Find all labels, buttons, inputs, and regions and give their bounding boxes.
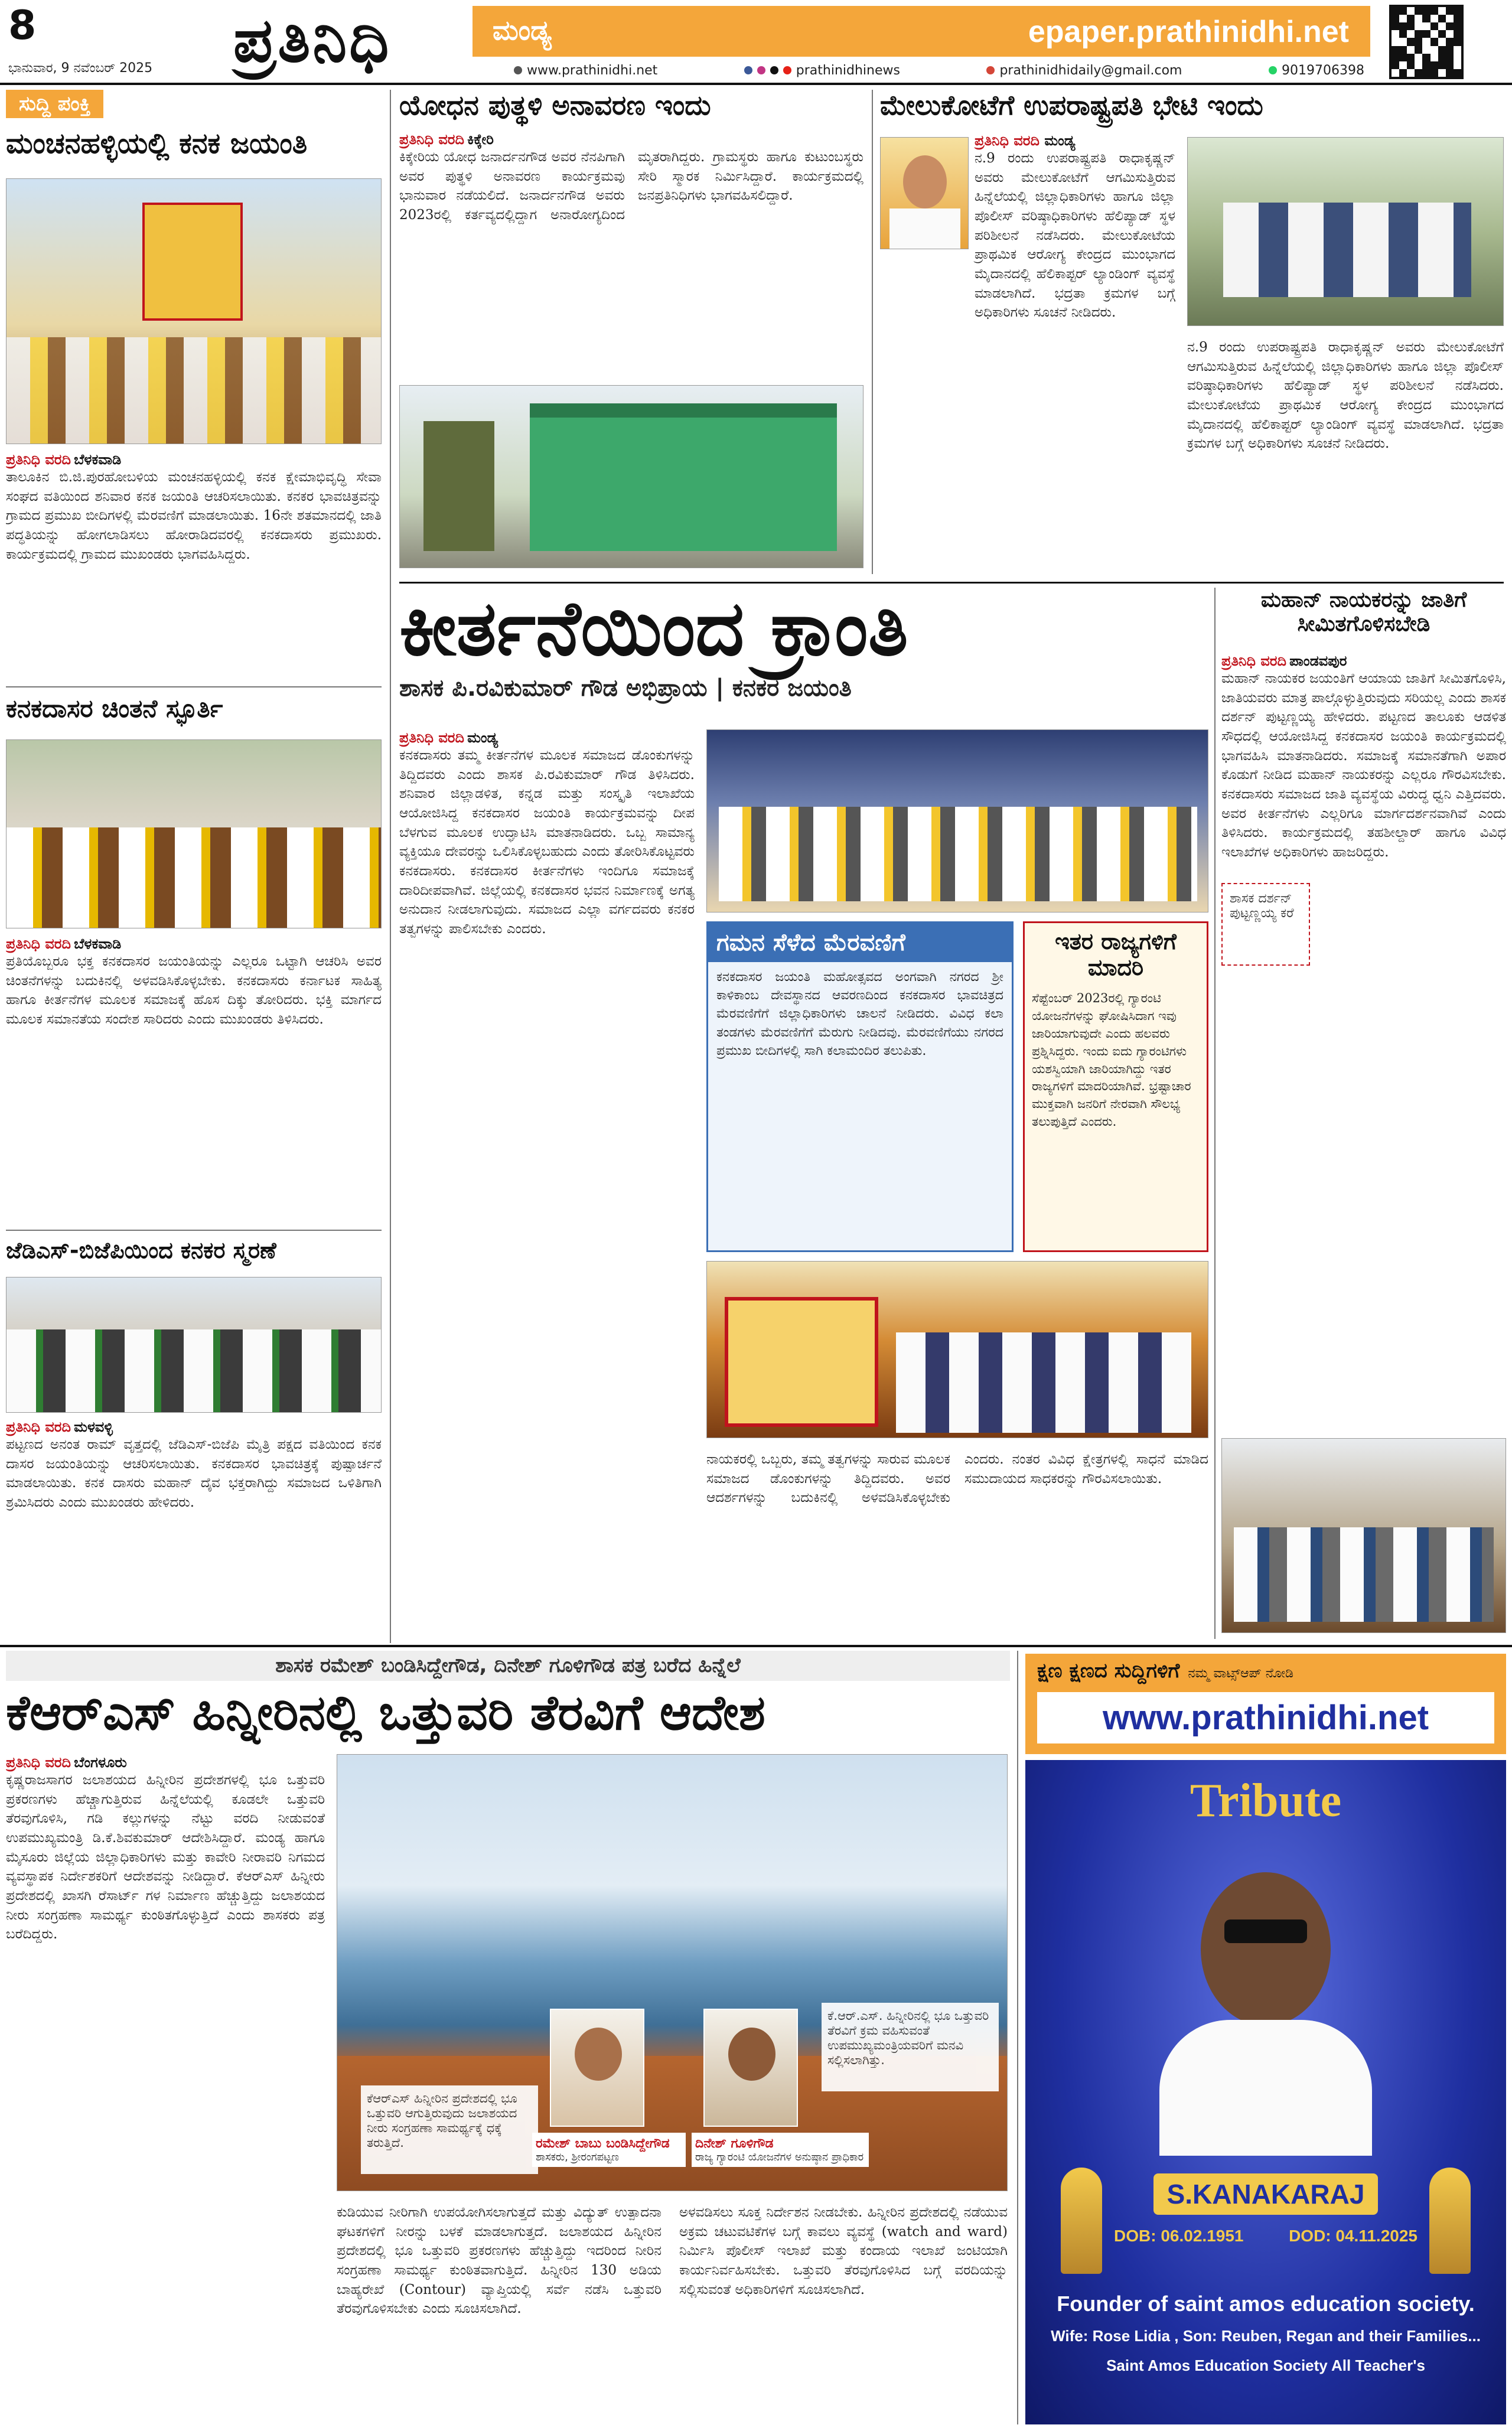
qr-module [1438, 46, 1446, 54]
caption-box-right [822, 2003, 999, 2091]
qr-module [1407, 61, 1415, 69]
left-column [6, 90, 384, 1643]
krs-headline[interactable]: ಕೆಆರ್‌ಎಸ್ ಹಿನ್ನೀರಿನಲ್ಲಿ ಒತ್ತುವರಿ ತೆರವಿಗೆ ಆದೇಶ [6, 1685, 765, 1742]
qr-module [1430, 69, 1438, 77]
krs-story [6, 1651, 1010, 2424]
qr-module [1454, 30, 1461, 38]
qr-module [1430, 22, 1438, 30]
ad-family: Wife: Rose Lidia , Son: Reuben, Regan and their Families... [1051, 2327, 1481, 2345]
memorial-photo [399, 385, 863, 568]
qr-module [1407, 30, 1415, 38]
qr-module [1454, 22, 1461, 30]
promo-sub: ನಮ್ಮ ವಾಟ್ಸ್‌ಆಪ್ ನೋಡಿ [1188, 1666, 1294, 1681]
kanaka-procession-photo [6, 178, 382, 444]
column-rule [1017, 1651, 1018, 2424]
qr-module [1454, 38, 1461, 45]
backwater-photo [337, 1754, 1008, 2191]
portrait-frame [142, 203, 243, 321]
qr-module [1399, 69, 1407, 77]
qr-module [1446, 30, 1454, 38]
model-headline[interactable]: ಇತರ ರಾಜ್ಯಗಳಿಗೆ ಮಾದರಿ [1055, 928, 1177, 980]
globe-icon [514, 66, 522, 74]
mahan-place: ಪಾಂಡವಪುರ [1289, 653, 1347, 669]
qr-module [1392, 15, 1399, 22]
candle-icon [1429, 2168, 1471, 2274]
section-rule [399, 582, 1504, 584]
qr-module [1422, 15, 1430, 22]
qr-module [1415, 69, 1422, 77]
section-rule [0, 1645, 1512, 1647]
ad-dates [1114, 2227, 1418, 2246]
phone-number[interactable]: 9019706398 [1281, 63, 1364, 78]
qr-module [1415, 38, 1422, 45]
soldier-statue [423, 421, 494, 551]
page-number: 8 [8, 2, 37, 49]
kanaka-jayanthi-place: ಬೆಳಕವಾಡಿ [74, 451, 122, 468]
qr-module [1446, 61, 1454, 69]
whatsapp-icon [1269, 66, 1277, 74]
qr-module [1438, 15, 1446, 22]
chintane-kicker: ಪ್ರತಿನಿಧಿ ವರದಿ [6, 936, 71, 952]
main-headline[interactable]: ಕೀರ್ತನೆಯಿಂದ ಕ್ರಾಂತಿ [399, 588, 908, 673]
jds-bjp-body: ಪಟ್ಟಣದ ಅನಂತ ರಾಮ್ ವೃತ್ತದಲ್ಲಿ ಜೆಡಿಎಸ್-ಬಿಜೆಪಿ ಮೈತ್ರಿ ಪಕ್ಷದ ವತಿಯಿಂದ ಕನಕ ದಾಸರ ಜಯಂತಿಯನ್ನು ಆಚರಿಸಲಾಯಿತು. ಕನಕದಾಸರ ಭಾವಚಿತ್ರಕ್ಕೆ ಪುಷ್ಪಾರ್ಚನೆ ಮಾಡಲಾಯಿತು. ಕನಕ ದಾಸರು ಮಹಾನ್ ದೈವ ಭಕ್ತರಾಗಿದ್ದು ಸಮಾಜದ ಒಳಿತಿಗಾಗಿ ಶ್ರಮಿಸಿದರು ಎಂದು ಮುಖಂಡರು ಹೇಳಿದರು. [6, 1437, 382, 1510]
candle-icon [1061, 2168, 1102, 2274]
social-handle[interactable]: prathinidhinews [796, 63, 900, 78]
qr-module [1407, 69, 1415, 77]
mla2-name: ದಿನೇಶ್ ಗೂಳಿಗೌಡ [695, 2136, 774, 2151]
decorated-portrait [725, 1297, 878, 1427]
helipad-inspection-photo [1187, 137, 1504, 326]
chintane-headline[interactable]: ಕನಕದಾಸರ ಚಿಂತನೆ ಸ್ಫೂರ್ತಿ [6, 694, 223, 723]
qr-module [1415, 46, 1422, 54]
instagram-icon [757, 66, 765, 74]
face-shape [728, 2028, 775, 2081]
column-rule [390, 90, 391, 1643]
youtube-icon [783, 66, 791, 74]
memorial-structure [530, 403, 837, 551]
mla2-role: ರಾಜ್ಯ ಗ್ಯಾರಂಟಿ ಯೋಜನೆಗಳ ಅನುಷ್ಠಾನ ಪ್ರಾಧಿಕಾರ [695, 2151, 864, 2164]
masthead-band [472, 6, 1370, 57]
qr-module [1430, 38, 1438, 45]
mla2-photo [703, 2009, 798, 2127]
qr-module [1438, 38, 1446, 45]
mahan-body: ಮಹಾನ್ ನಾಯಕರ ಜಯಂತಿಗೆ ಆಯಾಯ ಜಾತಿಗೆ ಸೀಮಿತಗೊಳಿಸಿ, ಜಾತಿಯವರು ಮಾತ್ರ ಪಾಲ್ಗೊಳ್ಳುತ್ತಿರುವುದು ಸರಿಯಲ್ಲ ಎಂದು ಶಾಸಕ ದರ್ಶನ್ ಪುಟ್ಟಣ್ಣಯ್ಯ ಹೇಳಿದರು. ಪಟ್ಟಣದ ತಾಲೂಕು ಆಡಳಿತ ಸೌಧದಲ್ಲಿ ಆಯೋಜಿಸಿದ್ದ ಕನಕದಾಸರ ಜಯಂತಿ ಕಾರ್ಯಕ್ರಮದಲ್ಲಿ ಭಾಗವಹಿಸಿ ಮಾತನಾಡಿದರು. ಸಮಾಜಕ್ಕೆ ಸಮಾನತೆಗಾಗಿ ಅಪಾರ ಕೊಡುಗೆ ನೀಡಿದ ಮಹಾನ್ ನಾಯಕರನ್ನು ಎಲ್ಲರೂ ಗೌರವಿಸಬೇಕು. ಕನಕದಾಸರು ಸಮಾಜದ ಜಾತಿ ವ್ಯವಸ್ಥೆಯ ವಿರುದ್ಧ ಧ್ವನಿ ಎತ್ತಿದವರು. ಅವರ ಕೀರ್ತನೆಗಳು ಎಲ್ಲರಿಗೂ ಮಾರ್ಗದರ್ಶನವಾಗಿವೆ ಎಂದು ತಿಳಿಸಿದರು. ಕಾರ್ಯಕ್ರಮದಲ್ಲಿ ತಹಶೀಲ್ದಾರ್ ಹಾಗೂ ವಿವಿಧ ಇಲಾಖೆಗಳ ಅಧಿಕಾರಿಗಳು ಹಾಜರಿದ್ದರು. [1221, 671, 1506, 860]
qr-module [1399, 38, 1407, 45]
whatsapp-promo[interactable] [1025, 1654, 1506, 1754]
ad-role: Founder of saint amos education society. [1057, 2292, 1475, 2316]
qr-module [1392, 38, 1399, 45]
ad-dob: DOB: 06.02.1951 [1114, 2227, 1244, 2245]
krs-kicker-line: ಶಾಸಕ ರಮೇಶ್ ಬಂಡಿಸಿದ್ದೇಗೌಡ, ದಿನೇಶ್ ಗೂಳಿಗೌಡ ಪತ್ರ ಬರೆದ ಹಿನ್ನೆಲೆ [275, 1654, 741, 1677]
qr-module [1446, 69, 1454, 77]
qr-module [1454, 54, 1461, 61]
glasses-shape [1224, 1919, 1307, 1943]
qr-module [1415, 22, 1422, 30]
qr-module [1438, 22, 1446, 30]
krs-caption-left: ಕೆಆರ್‌ಎಸ್ ಹಿನ್ನೀರಿನ ಪ್ರದೇಶದಲ್ಲಿ ಭೂ ಒತ್ತುವರಿ ಆಗುತ್ತಿರುವುದು ಜಲಾಶಯದ ನೀರು ಸಂಗ್ರಹಣಾ ಸಾಮರ್ಥ್ಯಕ್ಕೆ ಧಕ್ಕೆ ತರುತ್ತಿದೆ. [367, 2091, 517, 2150]
date-line: ಭಾನುವಾರ, 9 ನವೆಂಬರ್ 2025 [8, 61, 153, 76]
website-contact[interactable] [514, 63, 657, 78]
social-contact[interactable] [744, 63, 900, 78]
qr-module [1446, 46, 1454, 54]
officials-group [896, 1332, 1191, 1433]
qr-module [1399, 46, 1407, 54]
qr-module [1438, 30, 1446, 38]
divider [6, 1230, 382, 1231]
chintane-place: ಬೆಳಕವಾಡಿ [74, 936, 122, 952]
chintane-group-photo [6, 739, 382, 928]
ad-org: Saint Amos Education Society All Teacher's [1106, 2357, 1425, 2374]
krs-body-mid: ಕುಡಿಯುವ ನೀರಿಗಾಗಿ ಉಪಯೋಗಿಸಲಾಗುತ್ತದೆ ಮತ್ತು ವಿದ್ಯುತ್ ಉತ್ಪಾದನಾ ಘಟಕಗಳಿಗೆ ನೀರನ್ನು ಬಳಕೆ ಮಾಡಲಾಗುತ್ತದೆ. ಜಲಾಶಯದ ಹಿನ್ನೀರಿನ ಪ್ರದೇಶದಲ್ಲಿ ಭೂ ಒತ್ತುವರಿ ಪ್ರಕರಣಗಳು ಹೆಚ್ಚುತ್ತಿದ್ದು ಇದರಿಂದ ನೀರಿನ ಸಂಗ್ರಹಣಾ ಸಾಮರ್ಥ್ಯ ಕುಂಠಿತವಾಗುತ್ತಿದೆ. ಹಿನ್ನೀರಿನ 130 ಅಡಿಯ ಬಾಹ್ಯರೇಖೆ (Contour) ವ್ಯಾಪ್ತಿಯಲ್ಲಿ ಸರ್ವೆ ನಡೆಸಿ ಒತ್ತುವರಿ ತೆರವುಗೊಳಿಸಬೇಕು ಎಂದು ಸೂಚಿಸಲಾಗಿದೆ. [337, 2205, 662, 2317]
krs-body-left: ಕೃಷ್ಣರಾಜಸಾಗರ ಜಲಾಶಯದ ಹಿನ್ನೀರಿನ ಪ್ರದೇಶಗಳಲ್ಲಿ ಭೂ ಒತ್ತುವರಿ ಪ್ರಕರಣಗಳು ಹೆಚ್ಚಾಗುತ್ತಿರುವ ಹಿನ್ನೆಲೆಯಲ್ಲಿ ಕೂಡಲೇ ಒತ್ತುವರಿ ತೆರವುಗೊಳಿಸಿ, ಗಡಿ ಕಲ್ಲುಗಳನ್ನು ನೆಟ್ಟು ವರದಿ ನೀಡುವಂತೆ ಉಪಮುಖ್ಯಮಂತ್ರಿ ಡಿ.ಕೆ.ಶಿವಕುಮಾರ್ ಆದೇಶಿಸಿದ್ದಾರೆ. ಮಂಡ್ಯ ಹಾಗೂ ಮೈಸೂರು ಜಿಲ್ಲೆಯ ಜಿಲ್ಲಾಧಿಕಾರಿಗಳು ಮತ್ತು ಕಾವೇರಿ ನೀರಾವರಿ ನಿಗಮದ ವ್ಯವಸ್ಥಾಪಕ ನಿರ್ದೇಶಕರಿಗೆ ಆದೇಶವನ್ನು ನೀಡಿದ್ದಾರೆ. ಕೆಆರ್‌ಎಸ್ ಹಿನ್ನೀರು ಪ್ರದೇಶದಲ್ಲಿ ಖಾಸಗಿ ರೆಸಾರ್ಟ್ ಗಳ ನಿರ್ಮಾಣ ಹೆಚ್ಚುತ್ತಿದ್ದು ಜಲಾಶಯದ ನೀರು ಸಂಗ್ರಹಣಾ ಸಾಮರ್ಥ್ಯ ಕುಂಠಿತಗೊಳ್ಳುತ್ತಿದೆ ಎಂದು ಶಾಸಕರು ಪತ್ರ ಬರೆದಿದ್ದರು. [6, 1772, 325, 1943]
qr-module [1430, 54, 1438, 61]
qr-module [1407, 15, 1415, 22]
email-contact[interactable] [986, 63, 1182, 78]
qr-module [1392, 61, 1399, 69]
qr-module [1392, 7, 1399, 15]
promo-line: ಕ್ಷಣ ಕ್ಷಣದ ಸುದ್ದಿಗಳಿಗೆ [1037, 1659, 1180, 1683]
qr-module [1399, 54, 1407, 61]
qr-module [1392, 69, 1399, 77]
email-link[interactable]: prathinidhidaily@gmail.com [999, 63, 1182, 78]
vice-president-place: ಮಂಡ್ಯ [1044, 132, 1076, 149]
qr-module [1407, 7, 1415, 15]
masthead [0, 0, 1512, 83]
vice-president-headline[interactable]: ಮೇಲುಕೋಟೆಗೆ ಉಪರಾಷ್ಟ್ರಪತಿ ಭೇಟಿ ಇಂದು [880, 90, 1263, 121]
krs-place: ಬೆಂಗಳೂರು [74, 1754, 127, 1771]
qr-module [1430, 15, 1438, 22]
qr-module [1454, 46, 1461, 54]
qr-module [1454, 69, 1461, 77]
qr-module [1415, 7, 1422, 15]
krs-kicker: ಪ್ರತಿನಿಧಿ ವರದಿ [6, 1754, 71, 1771]
qr-module [1422, 22, 1430, 30]
mahan-headline[interactable]: ಮಹಾನ್ ನಾಯಕರನ್ನು ಜಾತಿಗೆ ಸೀಮಿತಗೊಳಿಸಬೇಡಿ [1260, 588, 1467, 637]
main-kicker: ಪ್ರತಿನಿಧಿ ವರದಿ [399, 729, 464, 746]
yodhana-place: ಕಿಕ್ಕೇರಿ [467, 131, 494, 148]
qr-module [1422, 46, 1430, 54]
qr-module [1422, 69, 1430, 77]
qr-module [1422, 7, 1430, 15]
qr-module [1438, 7, 1446, 15]
procession-box [706, 921, 1014, 1252]
main-place: ಮಂಡ್ಯ [467, 729, 498, 746]
yodhana-kicker: ಪ್ರತಿನಿಧಿ ವರದಿ [399, 131, 464, 148]
kanaka-jayanthi-body: ತಾಲೂಕಿನ ಬಿ.ಜಿ.ಪುರಹೋಬಳಿಯ ಮಂಚನಹಳ್ಳಿಯಲ್ಲಿ ಕನಕ ಕ್ಷೇಮಾಭಿವೃದ್ಧಿ ಸೇವಾ ಸಂಘದ ವತಿಯಿಂದ ಶನಿವಾರ ಕನಕ ಜಯಂತಿ ಆಚರಿಸಲಾಯಿತು. ಕನಕರ ಭಾವಚಿತ್ರವನ್ನು ಗ್ರಾಮದ ಪ್ರಮುಖ ಬೀದಿಗಳಲ್ಲಿ ಮೆರವಣಿಗೆ ಮಾಡಲಾಯಿತು. 16ನೇ ಶತಮಾನದಲ್ಲಿ ಜಾತಿ ಪದ್ಧತಿಯನ್ನು ಹೋಗಲಾಡಿಸಲು ಹೋರಾಡಿದವರಲ್ಲಿ ಕನಕದಾಸರು ಪ್ರಮುಖರು. ಕಾರ್ಯಕ್ರಮದಲ್ಲಿ ಗ್ರಾಮದ ಮುಖಂಡರು ಭಾಗವಹಿಸಿದ್ದರು. [6, 470, 382, 562]
procession-photo [706, 1261, 1208, 1438]
qr-module [1415, 15, 1422, 22]
mahan-kicker: ಪ್ರತಿನಿಧಿ ವರದಿ [1221, 653, 1286, 669]
qr-module [1415, 54, 1422, 61]
qr-module [1392, 22, 1399, 30]
jds-bjp-photo [6, 1277, 382, 1413]
column-rule [872, 90, 873, 574]
qr-module [1438, 69, 1446, 77]
krs-kicker-band [6, 1651, 1010, 1681]
qr-module [1446, 54, 1454, 61]
qr-module [1446, 38, 1454, 45]
qr-module [1399, 61, 1407, 69]
officials-image [1223, 203, 1471, 297]
ad-portrait [1148, 1849, 1384, 2156]
qr-module [1399, 22, 1407, 30]
qr-module [1454, 15, 1461, 22]
contact-bar [514, 61, 1364, 79]
qr-code[interactable] [1389, 5, 1464, 79]
masthead-rule [0, 83, 1512, 85]
qr-module [1407, 46, 1415, 54]
group-image [6, 827, 381, 928]
ad-title: Tribute [1190, 1775, 1342, 1827]
mla1-photo [550, 2009, 644, 2127]
vice-president-body-continued: ನ.9 ರಂದು ಉಪರಾಷ್ಟ್ರಪತಿ ರಾಧಾಕೃಷ್ಣನ್ ಅವರು ಮೇಲುಕೋಟೆಗೆ ಆಗಮಿಸುತ್ತಿರುವ ಹಿನ್ನೆಲೆಯಲ್ಲಿ ಜಿಲ್ಲಾಧಿಕಾರಿಗಳು ಹಾಗೂ ಜಿಲ್ಲಾ ಪೊಲೀಸ್ ವರಿಷ್ಠಾಧಿಕಾರಿಗಳು ಹೆಲಿಪ್ಯಾಡ್ ಸ್ಥಳ ಪರಿಶೀಲನೆ ನಡೆಸಿದರು. ಮೇಲುಕೋಟೆಯ ಪ್ರಾಥಮಿಕ ಆರೋಗ್ಯ ಕೇಂದ್ರದ ಮುಂಭಾಗದ ಮೈದಾನದಲ್ಲಿ ಹೆಲಿಕಾಪ್ಟರ್ ಲ್ಯಾಂಡಿಂಗ್ ವ್ಯವಸ್ಥೆ ಮಾಡಲಾಗಿದೆ. ಭದ್ರತಾ ಕ್ರಮಗಳ ಬಗ್ಗೆ ಅಧಿಕಾರಿಗಳು ಸೂಚನೆ ನೀಡಿದರು. [1187, 340, 1504, 452]
facebook-icon [744, 66, 752, 74]
qr-module [1430, 61, 1438, 69]
qr-module [1407, 22, 1415, 30]
model-box [1023, 921, 1208, 1252]
qr-module [1415, 61, 1422, 69]
qr-module [1430, 46, 1438, 54]
audience-image [1234, 1527, 1494, 1622]
main-body-right: ನಾಯಕರಲ್ಲಿ ಒಬ್ಬರು, ತಮ್ಮ ತತ್ವಗಳನ್ನು ಸಾರುವ ಮೂಲಕ ಸಮಾಜದ ಡೊಂಕುಗಳನ್ನು ತಿದ್ದಿದವರು. ಅವರ ಆದರ್ಶಗಳನ್ನು ಬದುಕಿನಲ್ಲಿ ಅಳವಡಿಸಿಕೊಳ್ಳಬೇಕು ಎಂದರು. ನಂತರ ವಿವಿಧ ಕ್ಷೇತ್ರಗಳಲ್ಲಿ ಸಾಧನೆ ಮಾಡಿದ ಸಮುದಾಯದ ಸಾಧಕರನ್ನು ಗೌರವಿಸಲಾಯಿತು. [706, 1452, 1208, 1506]
ad-name: S.KANAKARAJ [1153, 2173, 1378, 2215]
masthead-title: ಪ್ರತಿನಿಧಿ [233, 4, 392, 76]
jds-bjp-place: ಮಳವಳ್ಳಿ [74, 1419, 113, 1435]
leaders-image [6, 1329, 381, 1412]
quote-callout [1221, 883, 1310, 966]
vice-president-story [880, 90, 1506, 574]
qr-module [1407, 54, 1415, 61]
tribute-ad [1025, 1760, 1506, 2424]
mla1-role: ಶಾಸಕರು, ಶ್ರೀರಂಗಪಟ್ಟಣ [536, 2151, 619, 2164]
procession-headline[interactable]: ಗಮನ ಸೆಳೆದ ಮೆರವಣಿಗೆ [708, 923, 1012, 962]
main-story [399, 588, 1208, 1639]
mahan-event-photo [1221, 1438, 1506, 1633]
krs-caption-right: ಕೆ.ಆರ್.ಎಸ್. ಹಿನ್ನೀರಿನಲ್ಲಿ ಭೂ ಒತ್ತುವರಿ ತೆರವಿಗೆ ಕ್ರಮ ವಹಿಸುವಂತೆ ಉಪಮುಖ್ಯಮಂತ್ರಿಯವರಿಗೆ ಮನವಿ ಸಲ್ಲಿಸಲಾಗಿತ್ತು. [827, 2009, 989, 2067]
qr-module [1407, 38, 1415, 45]
qr-module [1446, 7, 1454, 15]
divider [6, 686, 382, 687]
face-shape [1201, 1872, 1331, 2026]
x-icon [770, 66, 778, 74]
qr-module [1430, 7, 1438, 15]
yodhana-body: ಕಿಕ್ಕೇರಿಯ ಯೋಧ ಜನಾರ್ದನಗೌಡ ಅವರ ನೆನಪಿಗಾಗಿ ಅವರ ಪುತ್ಥಳಿ ಅನಾವರಣ ಕಾರ್ಯಕ್ರಮವು ಭಾನುವಾರ ನಡೆಯಲಿದೆ. ಜನಾರ್ದನಗೌಡ ಅವರು 2023ರಲ್ಲಿ ಕರ್ತವ್ಯದಲ್ಲಿದ್ದಾಗ ಅನಾರೋಗ್ಯದಿಂದ ಮೃತರಾಗಿದ್ದರು. ಗ್ರಾಮಸ್ಥರು ಹಾಗೂ ಕುಟುಂಬಸ್ಥರು ಸೇರಿ ಸ್ಮಾರಕ ನಿರ್ಮಿಸಿದ್ದಾರೆ. ಕಾರ್ಯಕ್ರಮದಲ್ಲಿ ಜನಪ್ರತಿನಿಧಿಗಳು ಭಾಗವಹಿಸಲಿದ್ದಾರೆ. [399, 149, 863, 223]
qr-module [1399, 30, 1407, 38]
dignitaries-image [719, 807, 1197, 901]
qr-module [1446, 22, 1454, 30]
mahan-story [1221, 588, 1506, 1639]
yodhana-headline[interactable]: ಯೋಧನ ಪುತ್ಥಳಿ ಅನಾವರಣ ಇಂದು [399, 90, 711, 121]
qr-module [1392, 54, 1399, 61]
qr-module [1392, 46, 1399, 54]
mla1-name: ರಮೇಶ್ ಬಾಬು ಬಂಡಿಸಿದ್ದೇಗೌಡ [536, 2136, 670, 2151]
qr-module [1422, 38, 1430, 45]
section-tag: ಸುದ್ದಿ ಪಂಕ್ತಿ [6, 90, 103, 118]
mla1-label [532, 2133, 686, 2167]
qr-module [1446, 15, 1454, 22]
jds-bjp-kicker: ಪ್ರತಿನಿಧಿ ವರದಿ [6, 1419, 71, 1435]
qr-module [1415, 30, 1422, 38]
shirt-shape [1159, 2020, 1372, 2156]
mail-icon [986, 66, 995, 74]
main-body-left: ಕನಕದಾಸರು ತಮ್ಮ ಕೀರ್ತನೆಗಳ ಮೂಲಕ ಸಮಾಜದ ಡೊಂಕುಗಳನ್ನು ತಿದ್ದಿದವರು ಎಂದು ಶಾಸಕ ಪಿ.ರವಿಕುಮಾರ್ ಗೌಡ ತಿಳಿಸಿದರು. ಶನಿವಾರ ಜಿಲ್ಲಾಡಳಿತ, ಕನ್ನಡ ಮತ್ತು ಸಂಸ್ಕೃತಿ ಇಲಾಖೆಯ ಆಯೋಜಿಸಿದ್ದ ಕನಕದಾಸರ ಜಯಂತಿ ಕಾರ್ಯಕ್ರಮವನ್ನು ದೀಪ ಬೆಳಗುವ ಮೂಲಕ ಉದ್ಘಾಟಿಸಿ ಮಾತನಾಡಿದರು. ಒಬ್ಬ ಸಾಮಾನ್ಯ ವ್ಯಕ್ತಿಯೂ ದೇವರನ್ನು ಒಲಿಸಿಕೊಳ್ಳಬಹುದು ಎಂದು ತೋರಿಸಿಕೊಟ್ಟವರು ಕನಕದಾಸರು. ಕನಕದಾಸರ ಕೀರ್ತನೆಗಳು ಇಂದಿಗೂ ಸಮಾಜಕ್ಕೆ ದಾರಿದೀಪವಾಗಿವೆ. ಜಿಲ್ಲೆಯಲ್ಲಿ ಕನಕದಾಸರ ಭವನ ನಿರ್ಮಾಣಕ್ಕೆ ಅಗತ್ಯ ಅನುದಾನ ನೀಡಲಾಗುವುದು. ಸಮಾಜದ ಎಲ್ಲಾ ವರ್ಗದವರು ಕನಕರ ತತ್ವಗಳನ್ನು ಪಾಲಿಸಬೇಕು ಎಂದರು. [399, 748, 695, 937]
krs-body-right: ಅಳವಡಿಸಲು ಸೂಕ್ತ ನಿರ್ದೇಶನ ನೀಡಬೇಕು. ಹಿನ್ನೀರಿನ ಪ್ರದೇಶದಲ್ಲಿ ನಡೆಯುವ ಅಕ್ರಮ ಚಟುವಟಿಕೆಗಳ ಬಗ್ಗೆ ಕಾವಲು ವ್ಯವಸ್ಥೆ (watch and ward) ನಿರ್ಮಿಸಿ ಪೊಲೀಸ್ ಇಲಾಖೆ ಮತ್ತು ಕಂದಾಯ ಇಲಾಖೆ ಜಂಟಿಯಾಗಿ ಕಾರ್ಯನಿರ್ವಹಿಸಬೇಕು. ಒತ್ತುವರಿ ತೆರವುಗೊಳಿಸಿದ ಬಗ್ಗೆ ವರದಿಯನ್ನು ಸಲ್ಲಿಸುವಂತೆ ಅಧಿಕಾರಿಗಳಿಗೆ ಸೂಚಿಸಲಾಗಿದೆ. [679, 2205, 1008, 2297]
jds-bjp-headline[interactable]: ಜೆಡಿಎಸ್-ಬಿಜೆಪಿಯಿಂದ ಕನಕರ ಸ್ಮರಣೆ [6, 1237, 276, 1263]
vice-president-kicker: ಪ್ರತಿನಿಧಿ ವರದಿ [975, 132, 1040, 149]
qr-module [1422, 54, 1430, 61]
phone-contact[interactable] [1269, 63, 1364, 78]
qr-module [1438, 54, 1446, 61]
qr-module [1399, 15, 1407, 22]
model-body: ಸೆಪ್ಟೆಂಬರ್ 2023ರಲ್ಲಿ ಗ್ಯಾರಂಟಿ ಯೋಜನೆಗಳನ್ನು ಘೋಷಿಸಿದಾಗ ಇವು ಜಾರಿಯಾಗುವುದೇ ಎಂದು ಹಲವರು ಪ್ರಶ್ನಿಸಿದ್ದರು. ಇಂದು ಐದು ಗ್ಯಾರಂಟಿಗಳು ಯಶಸ್ವಿಯಾಗಿ ಜಾರಿಯಾಗಿದ್ದು ಇತರ ರಾಜ್ಯಗಳಿಗೆ ಮಾದರಿಯಾಗಿವೆ. ಭ್ರಷ್ಟಾಚಾರ ಮುಕ್ತವಾಗಿ ಜನರಿಗೆ ನೇರವಾಗಿ ಸೌಲಭ್ಯ ತಲುಪುತ್ತಿದೆ ಎಂದರು. [1032, 991, 1191, 1129]
qr-module [1422, 61, 1430, 69]
crowd-image [6, 337, 381, 444]
qr-module [1399, 7, 1407, 15]
column-rule [1214, 588, 1216, 1639]
qr-module [1438, 61, 1446, 69]
caption-box-left [361, 2085, 538, 2174]
epaper-link[interactable]: epaper.prathinidhi.net [1028, 15, 1349, 49]
main-subhead: ಶಾಸಕ ಪಿ.ರವಿಕುಮಾರ್ ಗೌಡ ಅಭಿಪ್ರಾಯ | ಕನಕರ ಜಯಂತಿ [399, 674, 852, 702]
qr-module [1392, 30, 1399, 38]
website-link[interactable]: www.prathinidhi.net [527, 63, 658, 78]
edition-label: ಮಂಡ್ಯ [493, 14, 552, 46]
kanaka-jayanthi-kicker: ಪ್ರತಿನಿಧಿ ವರದಿ [6, 451, 71, 468]
mla2-label [692, 2133, 869, 2167]
kanaka-jayanthi-headline[interactable]: ಮಂಚನಹಳ್ಳಿಯಲ್ಲಿ ಕನಕ ಜಯಂತಿ [6, 127, 308, 160]
promo-url[interactable]: www.prathinidhi.net [1102, 1699, 1429, 1738]
vice-president-body: ನ.9 ರಂದು ಉಪರಾಷ್ಟ್ರಪತಿ ರಾಧಾಕೃಷ್ಣನ್ ಅವರು ಮೇಲುಕೋಟೆಗೆ ಆಗಮಿಸುತ್ತಿರುವ ಹಿನ್ನೆಲೆಯಲ್ಲಿ ಜಿಲ್ಲಾಧಿಕಾರಿಗಳು ಹಾಗೂ ಜಿಲ್ಲಾ ಪೊಲೀಸ್ ವರಿಷ್ಠಾಧಿಕಾರಿಗಳು ಹೆಲಿಪ್ಯಾಡ್ ಸ್ಥಳ ಪರಿಶೀಲನೆ ನಡೆಸಿದರು. ಮೇಲುಕೋಟೆಯ ಪ್ರಾಥಮಿಕ ಆರೋಗ್ಯ ಕೇಂದ್ರದ ಮುಂಭಾಗದ ಮೈದಾನದಲ್ಲಿ ಹೆಲಿಕಾಪ್ಟರ್ ಲ್ಯಾಂಡಿಂಗ್ ವ್ಯವಸ್ಥೆ ಮಾಡಲಾಗಿದೆ. ಭದ್ರತಾ ಕ್ರಮಗಳ ಬಗ್ಗೆ ಅಧಿಕಾರಿಗಳು ಸೂಚನೆ ನೀಡಿದರು. [975, 151, 1175, 321]
qr-module [1454, 7, 1461, 15]
stage-photo [706, 729, 1208, 912]
qr-module [1454, 61, 1461, 69]
qr-module [1422, 30, 1430, 38]
chintane-body: ಪ್ರತಿಯೊಬ್ಬರೂ ಭಕ್ತ ಕನಕದಾಸರ ಜಯಂತಿಯನ್ನು ಎಲ್ಲರೂ ಒಟ್ಟಾಗಿ ಆಚರಿಸಿ ಅವರ ಚಿಂತನೆಗಳನ್ನು ಬದುಕಿನಲ್ಲಿ ಅಳವಡಿಸಿಕೊಳ್ಳಬೇಕು. ಕನಕದಾಸರು ಕರ್ನಾಟಕ ಸಾಹಿತ್ಯ ಹಾಗೂ ಕೀರ್ತನೆಗಳ ಮೂಲಕ ಸಮಾಜಕ್ಕೆ ಹೊಸ ದಿಕ್ಕು ತೋರಿದರು. ಭಕ್ತಿ ಮಾರ್ಗದ ಮೂಲಕ ಸಮಾನತೆಯ ಸಂದೇಶ ಸಾರಿದರು ಎಂದು ಮುಖಂಡರು ತಿಳಿಸಿದರು. [6, 954, 382, 1027]
yodhana-story [399, 90, 866, 574]
face-shape [575, 2028, 622, 2081]
procession-body: ಕನಕದಾಸರ ಜಯಂತಿ ಮಹೋತ್ಸವದ ಅಂಗವಾಗಿ ನಗರದ ಶ್ರೀ ಕಾಳಿಕಾಂಬ ದೇವಸ್ಥಾನದ ಆವರಣದಿಂದ ಕನಕದಾಸರ ಭಾವಚಿತ್ರದ ಮೆರವಣಿಗೆಗೆ ಜಿಲ್ಲಾಧಿಕಾರಿಗಳು ಚಾಲನೆ ನೀಡಿದರು. ವಿವಿಧ ಕಲಾ ತಂಡಗಳು ಮೆರವಣಿಗೆಗೆ ಮೆರುಗು ನೀಡಿದವು. ಮೆರವಣಿಗೆಯು ನಗರದ ಪ್ರಮುಖ ಬೀದಿಗಳಲ್ಲಿ ಸಾಗಿ ಕಲಾಮಂದಿರ ತಲುಪಿತು. [716, 970, 1003, 1058]
qr-module [1430, 30, 1438, 38]
ad-dod: DOD: 04.11.2025 [1289, 2227, 1418, 2245]
quote-text: ಶಾಸಕ ದರ್ಶನ್ ಪುಟ್ಟಣ್ಣಯ್ಯ ಕರೆ [1230, 891, 1294, 921]
